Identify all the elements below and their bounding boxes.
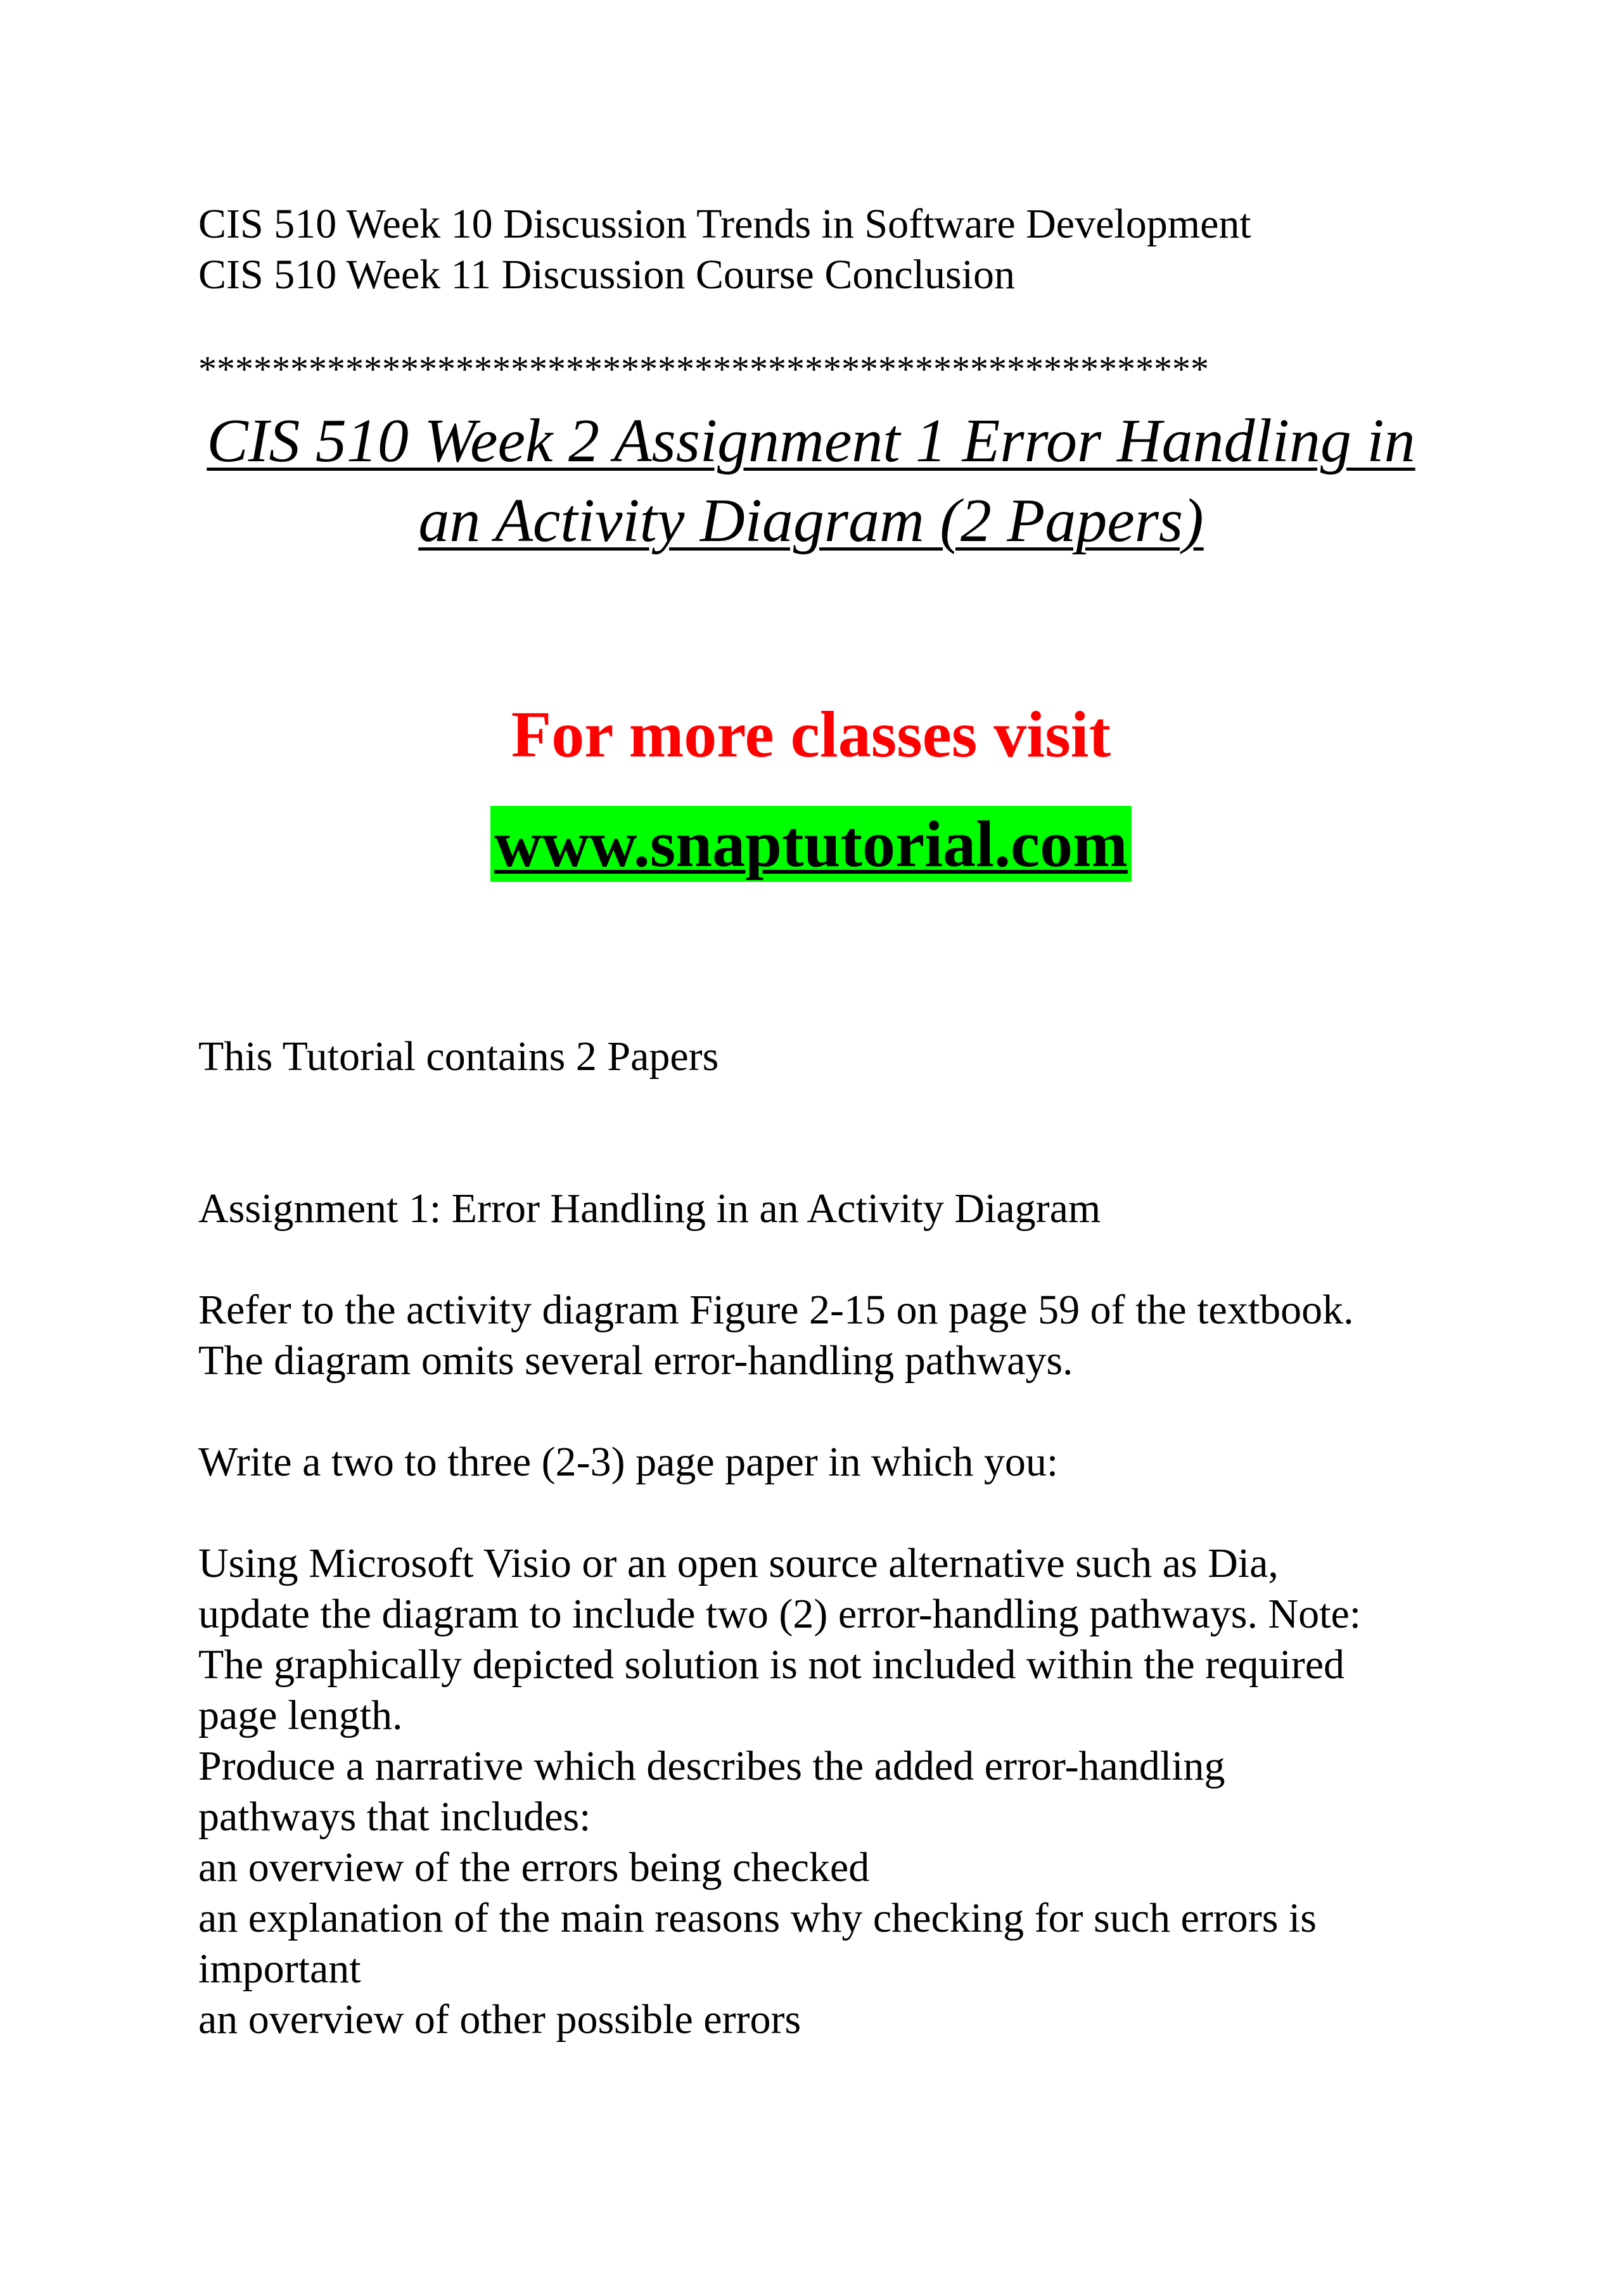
assignment-title-text-1: CIS 510 Week 2 Assignment 1 Error Handling in (207, 407, 1415, 475)
header-line-week11: CIS 510 Week 11 Discussion Course Conclusion (198, 252, 1015, 298)
requirement-line: an explanation of the main reasons why checking for such errors is (198, 1895, 1317, 1941)
requirement-line: update the diagram to include two (2) error-handling pathways. Note: (198, 1591, 1362, 1637)
promo-text: For more classes visit (511, 698, 1111, 771)
requirement-line: pathways that includes: (198, 1794, 591, 1840)
assignment-heading: Assignment 1: Error Handling in an Activity Diagram (198, 1185, 1101, 1232)
assignment-title-text-2: an Activity Diagram (2 Papers) (418, 487, 1204, 555)
requirement-line: The graphically depicted solution is not included within the required (198, 1642, 1345, 1688)
promo-link-row (127, 806, 1495, 883)
requirement-line: page length. (198, 1692, 403, 1738)
requirement-line: important (198, 1946, 361, 1992)
separator-line: ******************************************************* (198, 348, 1209, 390)
write-instruction: Write a two to three (2-3) page paper in which you: (198, 1439, 1059, 1485)
requirement-line: Produce a narrative which describes the added error-handling (198, 1743, 1225, 1789)
requirement-line: an overview of other possible errors (198, 1996, 801, 2043)
refer-line-2: The diagram omits several error-handling pathways. (198, 1337, 1073, 1384)
assignment-title-line-1 (127, 402, 1495, 480)
assignment-title-line-2 (127, 482, 1495, 560)
snaptutorial-link[interactable]: www.snaptutorial.com (490, 806, 1132, 882)
header-line-week10: CIS 510 Week 10 Discussion Trends in Software Development (198, 201, 1251, 247)
tutorial-note: This Tutorial contains 2 Papers (198, 1033, 719, 1080)
requirement-line: Using Microsoft Visio or an open source alternative such as Dia, (198, 1540, 1279, 1586)
refer-line-1: Refer to the activity diagram Figure 2-15 on page 59 of the textbook. (198, 1287, 1354, 1333)
requirement-line: an overview of the errors being checked (198, 1844, 870, 1891)
